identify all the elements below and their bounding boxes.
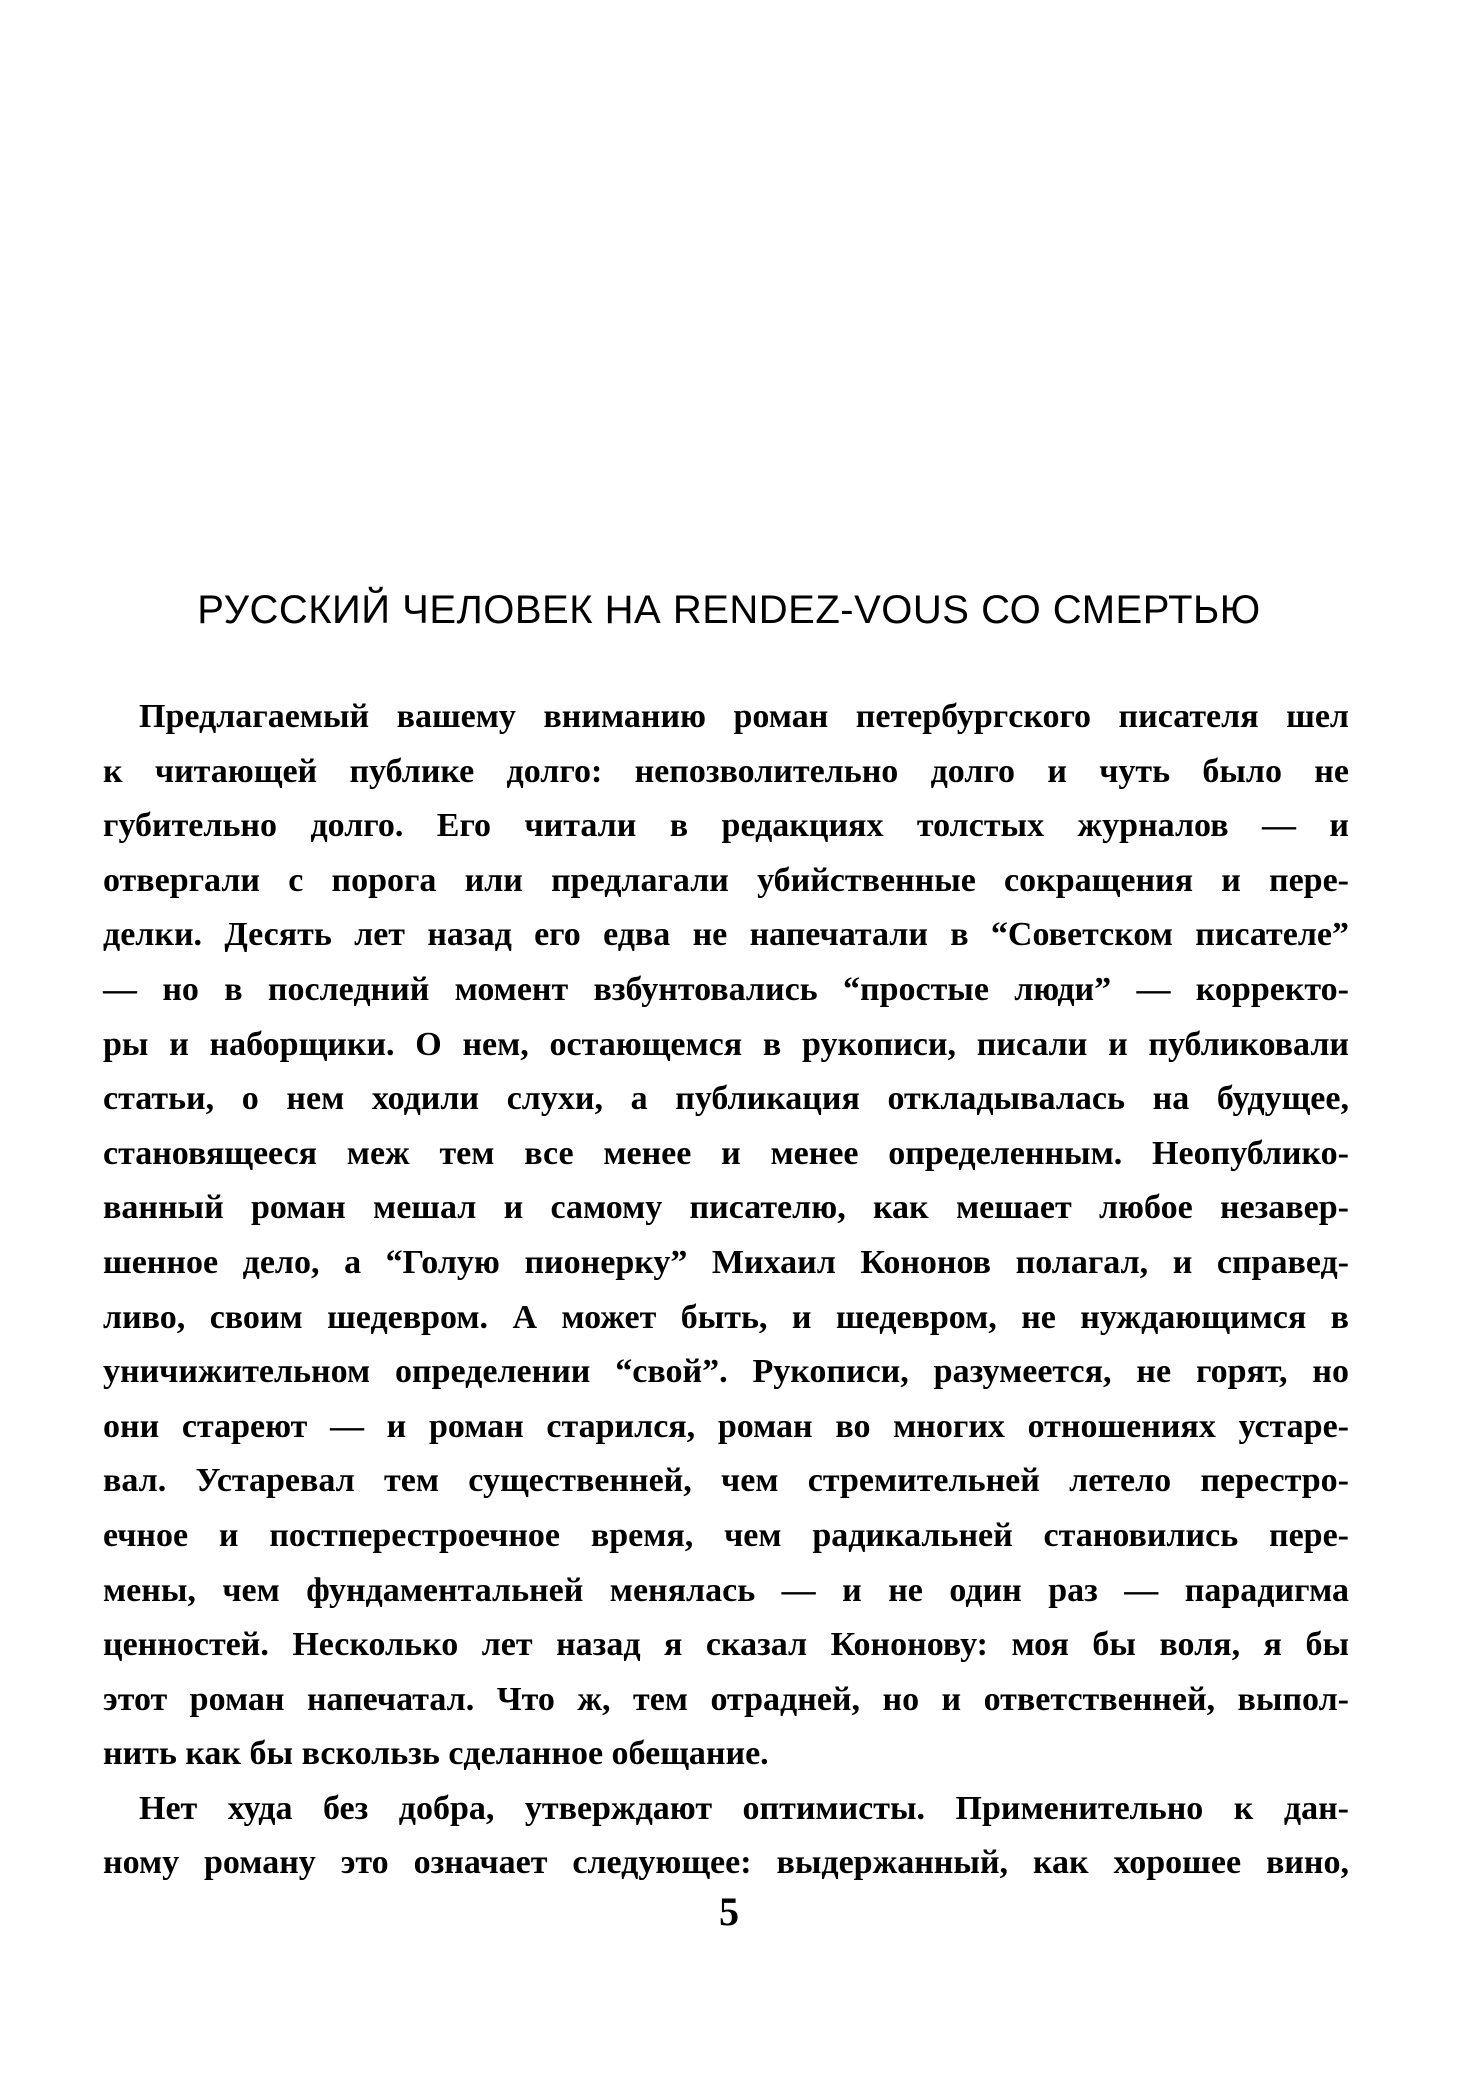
- paragraph: [103, 1782, 1349, 1891]
- body-text: [103, 690, 1349, 1891]
- text-line: шенное дело, а “Голую пионерку” Михаил Кононов полагал, и справед-: [103, 1243, 1349, 1281]
- text-line: статьи, о нем ходили слухи, а публикация откладывалась на будущее,: [103, 1080, 1349, 1118]
- text-line: делки. Десять лет назад его едва не напечатали в “Советском писателе”: [103, 916, 1349, 954]
- text-line: мены, чем фундаментальней менялась — и не один раз — парадигма: [103, 1571, 1349, 1609]
- text-line: Предлагаемый вашему вниманию роман петербургского писателя шел: [139, 698, 1349, 735]
- page-number: 5: [719, 1889, 739, 1934]
- text-line: они стареют — и роман старился, роман во многих отношениях устаре-: [103, 1407, 1349, 1445]
- text-line: вал. Устаревал тем существенней, чем стремительней летело перестро-: [103, 1462, 1349, 1500]
- text-line: Нет худа без добра, утверждают оптимисты. Применительно к дан-: [139, 1789, 1349, 1827]
- text-line: ценностей. Несколько лет назад я сказал Кононову: моя бы воля, я бы: [103, 1626, 1349, 1664]
- text-line: ечное и постперестроечное время, чем радикальней становились пере-: [103, 1516, 1349, 1554]
- text-line: этот роман напечатал. Что ж, тем отрадней, но и ответственней, выпол-: [103, 1680, 1349, 1718]
- text-line: ному роману это означает следующее: выдержанный, как хорошее вино,: [103, 1844, 1349, 1882]
- text-line: уничижительном определении “свой”. Рукописи, разумеется, не горят, но: [103, 1353, 1349, 1391]
- paragraph: [103, 690, 1349, 1782]
- text-line: к читающей публике долго: непозволительно долго и чуть было не: [103, 752, 1349, 790]
- text-line: ры и наборщики. О нем, остающемся в рукописи, писали и публиковали: [103, 1025, 1349, 1063]
- text-line: ванный роман мешал и самому писателю, как мешает любое незавер-: [103, 1189, 1349, 1227]
- text-line: становящееся меж тем все менее и менее определенным. Неопублико-: [103, 1134, 1349, 1172]
- chapter-title: РУССКИЙ ЧЕЛОВЕК НА RENDEZ-VOUS СО СМЕРТЬЮ: [197, 588, 1261, 632]
- text-line: отвергали с порога или предлагали убийственные сокращения и пере-: [103, 861, 1349, 899]
- text-line: нить как бы вскользь сделанное обещание.: [103, 1735, 769, 1773]
- text-line: — но в последний момент взбунтовались “простые люди” — корректо-: [103, 970, 1349, 1008]
- text-line: ливо, своим шедевром. А может быть, и шедевром, не нуждающимся в: [103, 1298, 1349, 1336]
- text-line: губительно долго. Его читали в редакциях толстых журналов — и: [103, 807, 1349, 845]
